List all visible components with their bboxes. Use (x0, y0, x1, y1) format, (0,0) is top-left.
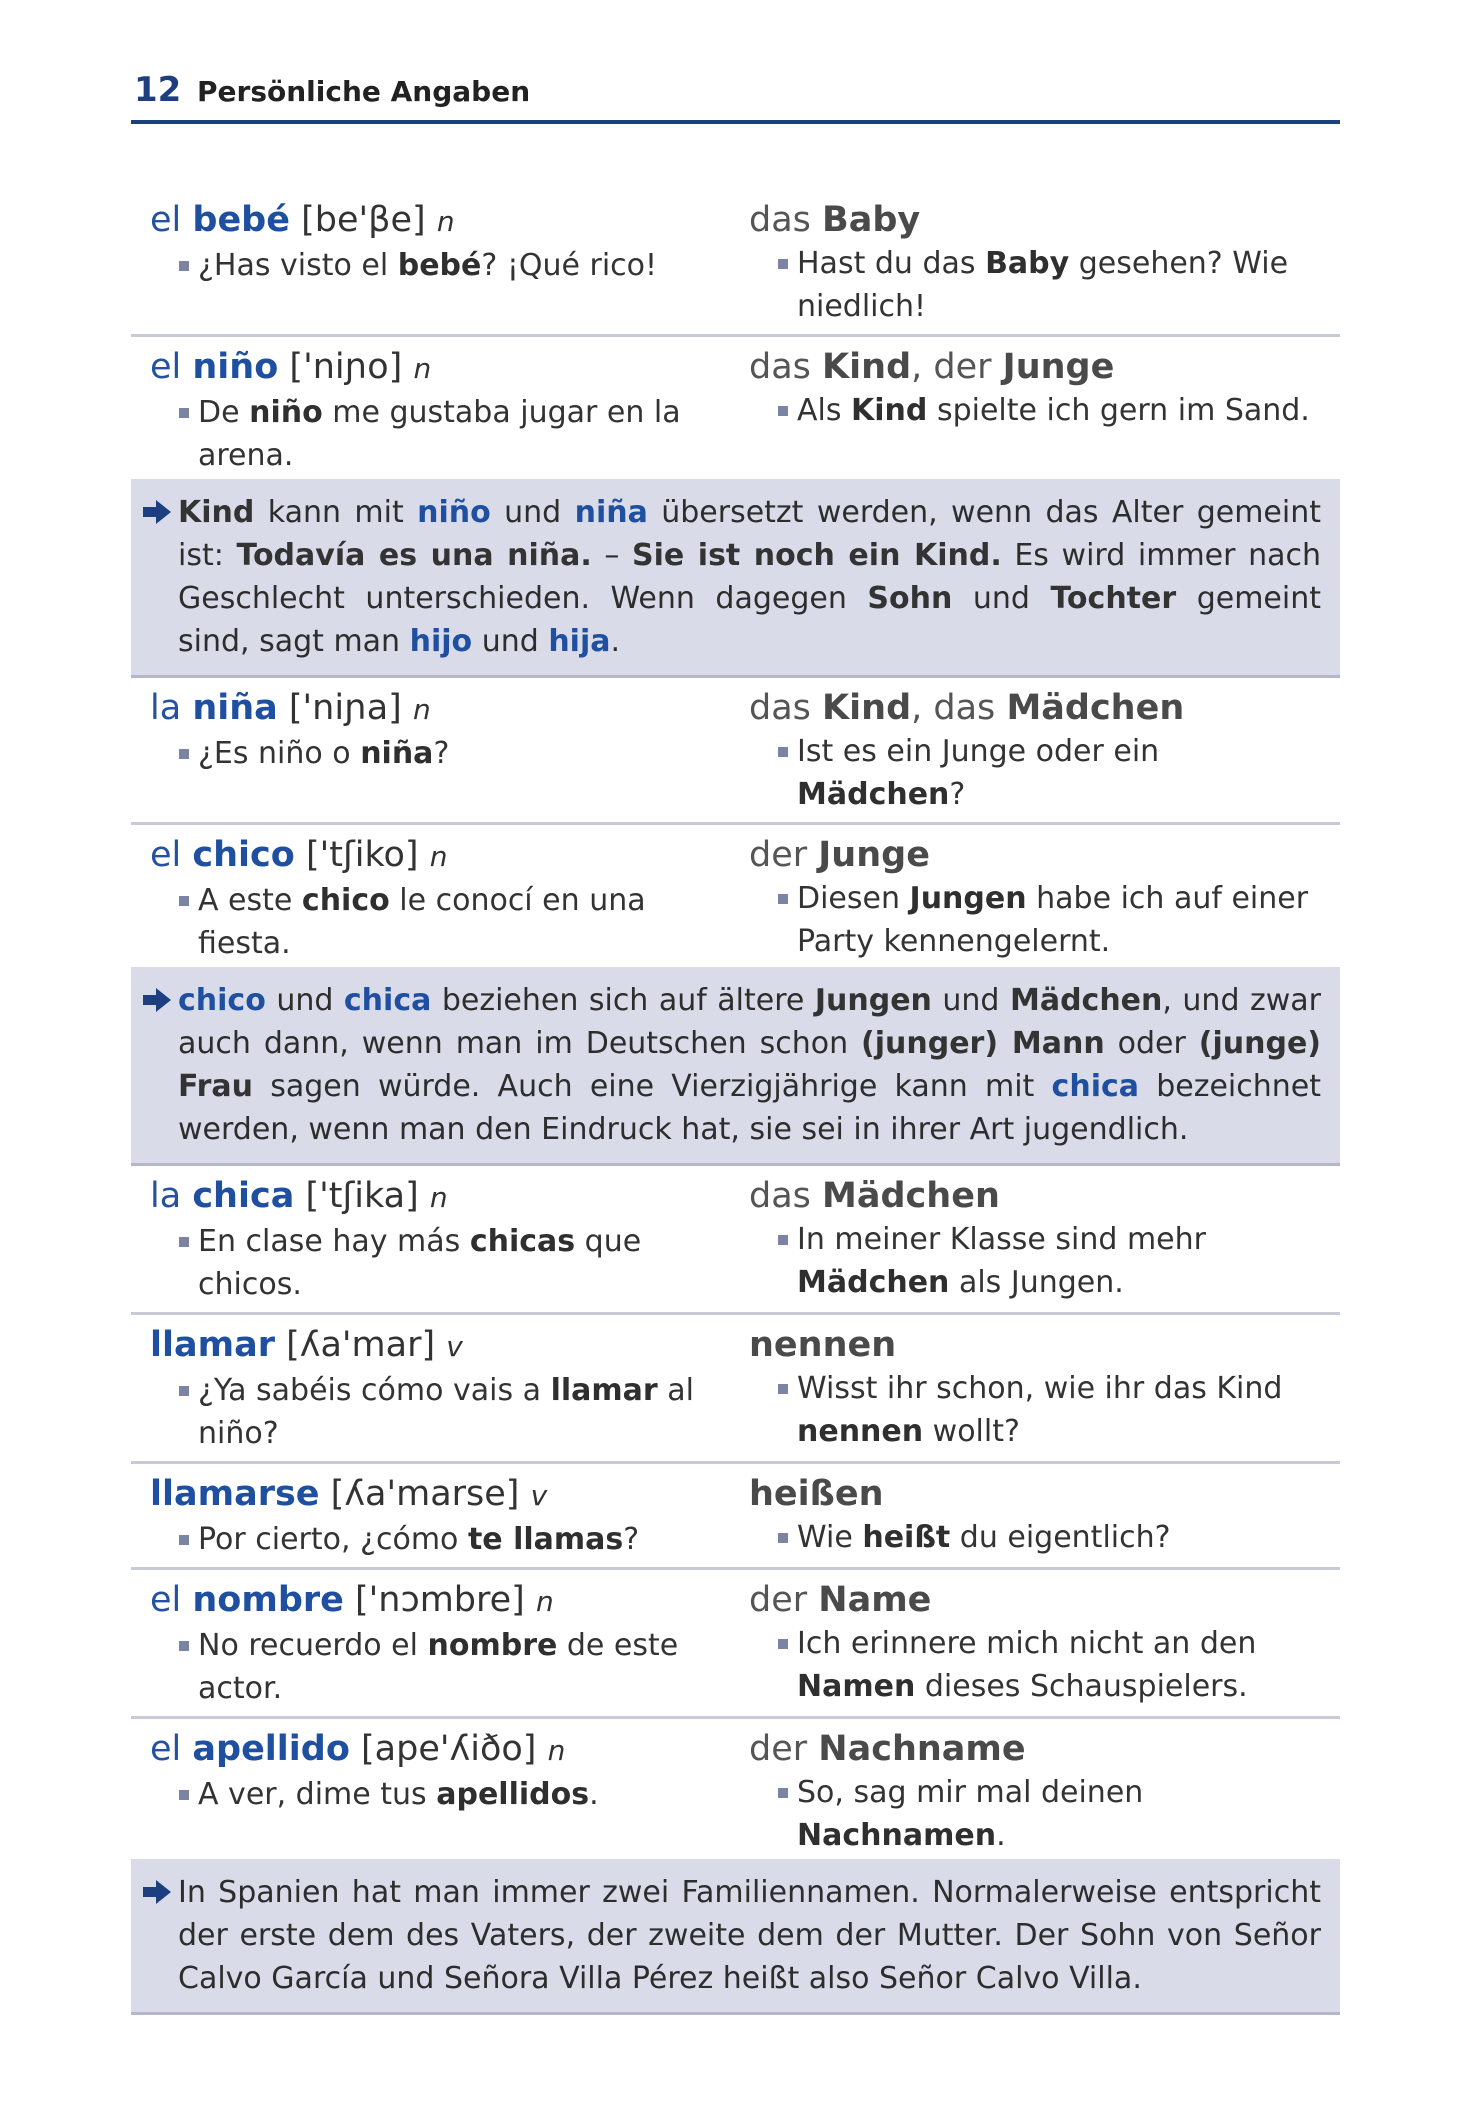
spanish-term: chica (192, 1176, 295, 1216)
german-example (749, 1516, 1340, 1559)
part-of-speech: n (413, 352, 432, 385)
square-bullet-icon (179, 896, 189, 906)
german-headword: das Kind, der Junge (749, 347, 1115, 387)
spanish-example (150, 879, 747, 965)
german-example (749, 1622, 1340, 1708)
german-headword: das Baby (749, 200, 921, 240)
spanish-example (150, 732, 747, 775)
vocab-entry (131, 1464, 1340, 1570)
spanish-column (131, 1472, 747, 1561)
example-text: Ist es ein Junge oder ein Mädchen? (797, 734, 1160, 812)
example-text: De niño me gustaba jugar en la arena. (198, 395, 681, 473)
square-bullet-icon (179, 1641, 189, 1651)
note-text: Kind kann mit niño und niña übersetzt werden, wenn das Alter gemeint ist: Todavía es una niña. – Sie ist noch ein Kind. Es wird immer nach Geschlecht unterschieden. Wenn dagegen Sohn und Tochter gemeint sind, sagt man hijo und hija. (178, 495, 1322, 659)
spanish-column (131, 833, 747, 965)
german-headword: der Junge (749, 835, 930, 875)
article: la (150, 688, 193, 728)
vocab-entry (131, 1570, 1340, 1719)
square-bullet-icon (179, 408, 189, 418)
example-text: Hast du das Baby gesehen? Wie niedlich! (797, 246, 1289, 324)
spanish-example (150, 1220, 747, 1306)
vocab-entry (131, 1166, 1340, 1315)
german-column (747, 345, 1340, 477)
vocab-entry (131, 1719, 1340, 1859)
spanish-example (150, 1518, 747, 1561)
arrow-right-icon (141, 1875, 173, 1903)
spanish-headword (150, 1472, 747, 1518)
arrow-right-icon (141, 983, 173, 1011)
pronunciation: ['niɲa] (288, 688, 402, 728)
square-bullet-icon (179, 1386, 189, 1396)
german-column (747, 1174, 1340, 1306)
note-text: chico und chica beziehen sich auf ältere Jungen und Mädchen, und zwar auch dann, wenn man im Deutschen schon (junger) Mann oder (junge) Frau sagen würde. Auch eine Vierzigjährige kann mit chica bezeichnet werden, wenn man den Eindruck hat, sie sei in ihrer Art jugendlich. (178, 983, 1322, 1147)
spanish-headword (150, 833, 747, 879)
pronunciation: [ʎa'mar] (286, 1325, 436, 1365)
german-column (747, 1472, 1340, 1561)
page-title: Persönliche Angaben (197, 75, 531, 108)
vocab-entry (131, 337, 1340, 479)
square-bullet-icon (778, 259, 788, 269)
spanish-column (131, 686, 747, 816)
spanish-term: niña (192, 688, 278, 728)
german-example (749, 1218, 1340, 1304)
spanish-headword (150, 1727, 747, 1773)
square-bullet-icon (778, 1384, 788, 1394)
spanish-column (131, 345, 747, 477)
example-text: ¿Ya sabéis cómo vais a llamar al niño? (198, 1373, 694, 1451)
pronunciation: ['nɔmbre] (355, 1580, 525, 1620)
spanish-term: chico (192, 835, 295, 875)
german-column (747, 1578, 1340, 1710)
info-note (131, 1859, 1340, 2015)
example-text: Por cierto, ¿cómo te llamas? (198, 1522, 640, 1557)
arrow-right-icon (141, 495, 173, 523)
spanish-example (150, 391, 747, 477)
article: el (150, 347, 193, 387)
spanish-column (131, 1323, 747, 1455)
info-note (131, 967, 1340, 1166)
spanish-column (131, 1578, 747, 1710)
spanish-term: apellido (192, 1729, 350, 1769)
spanish-column (131, 1174, 747, 1306)
pronunciation: ['niɲo] (289, 347, 403, 387)
part-of-speech: n (436, 205, 455, 238)
article: el (150, 1580, 193, 1620)
example-text: Wisst ihr schon, wie ihr das Kind nennen wollt? (797, 1371, 1283, 1449)
part-of-speech: n (429, 840, 448, 873)
spanish-headword (150, 1174, 747, 1220)
square-bullet-icon (179, 1535, 189, 1545)
german-column (747, 833, 1340, 965)
spanish-headword (150, 1323, 747, 1369)
square-bullet-icon (179, 261, 189, 271)
spanish-term: llamar (150, 1325, 275, 1365)
german-example (749, 1771, 1340, 1857)
pronunciation: ['tʃiko] (306, 835, 419, 875)
part-of-speech: v (446, 1330, 463, 1363)
page-number: 12 (134, 70, 182, 110)
german-example (749, 1367, 1340, 1453)
spanish-column (131, 1727, 747, 1857)
german-example (749, 389, 1340, 432)
example-text: In meiner Klasse sind mehr Mädchen als Jungen. (797, 1222, 1206, 1300)
square-bullet-icon (179, 1237, 189, 1247)
spanish-example (150, 1369, 747, 1455)
spanish-term: llamarse (150, 1474, 320, 1514)
example-text: A este chico le conocí en una fiesta. (198, 883, 646, 961)
square-bullet-icon (778, 1639, 788, 1649)
example-text: Ich erinnere mich nicht an den Namen dieses Schauspielers. (797, 1626, 1257, 1704)
example-text: A ver, dime tus apellidos. (198, 1777, 599, 1812)
example-text: Diesen Jungen habe ich auf einer Party kennengelernt. (797, 881, 1309, 959)
example-text: ¿Has visto el bebé? ¡Qué rico! (198, 248, 658, 283)
pronunciation: [be'βe] (301, 200, 426, 240)
german-headword: das Mädchen (749, 1176, 1000, 1216)
german-example (749, 242, 1340, 328)
page-header (131, 62, 1340, 124)
square-bullet-icon (778, 1788, 788, 1798)
spanish-column (131, 198, 747, 328)
note-text: In Spanien hat man immer zwei Familiennamen. Normalerweise entspricht der erste dem des Vaters, der zweite dem der Mutter. Der Sohn von Señor Calvo García und Señora Villa Pérez heißt also Señor Calvo Villa. (178, 1875, 1321, 1996)
example-text: En clase hay más chicas que chicos. (198, 1224, 642, 1302)
german-example (749, 730, 1340, 816)
vocab-entry (131, 678, 1340, 825)
square-bullet-icon (778, 894, 788, 904)
pronunciation: [ʎa'marse] (330, 1474, 520, 1514)
german-column (747, 1727, 1340, 1857)
example-text: Wie heißt du eigentlich? (797, 1520, 1171, 1555)
german-headword: das Kind, das Mädchen (749, 688, 1185, 728)
square-bullet-icon (778, 747, 788, 757)
article: el (150, 1729, 193, 1769)
german-column (747, 198, 1340, 328)
part-of-speech: n (412, 693, 431, 726)
part-of-speech: n (535, 1585, 554, 1618)
spanish-term: nombre (192, 1580, 344, 1620)
german-headword: der Name (749, 1580, 932, 1620)
article: el (150, 200, 193, 240)
square-bullet-icon (179, 1790, 189, 1800)
example-text: So, sag mir mal deinen Nachnamen. (797, 1775, 1144, 1853)
square-bullet-icon (778, 1533, 788, 1543)
vocabulary-list (131, 190, 1340, 2015)
german-headword: nennen (749, 1325, 897, 1365)
spanish-example (150, 1773, 747, 1816)
german-headword: der Nachname (749, 1729, 1026, 1769)
spanish-term: niño (192, 347, 279, 387)
spanish-example (150, 244, 747, 287)
spanish-example (150, 1624, 747, 1710)
vocab-entry (131, 190, 1340, 337)
spanish-headword (150, 1578, 747, 1624)
square-bullet-icon (778, 1235, 788, 1245)
example-text: ¿Es niño o niña? (198, 736, 450, 771)
vocab-entry (131, 825, 1340, 967)
example-text: No recuerdo el nombre de este actor. (198, 1628, 679, 1706)
spanish-headword (150, 198, 747, 244)
spanish-headword (150, 686, 747, 732)
german-column (747, 686, 1340, 816)
spanish-headword (150, 345, 747, 391)
part-of-speech: n (547, 1734, 566, 1767)
info-note (131, 479, 1340, 678)
example-text: Als Kind spielte ich gern im Sand. (797, 393, 1310, 428)
part-of-speech: v (530, 1479, 548, 1512)
article: el (150, 835, 193, 875)
german-example (749, 877, 1340, 963)
pronunciation: ['tʃika] (305, 1176, 419, 1216)
spanish-term: bebé (192, 200, 290, 240)
vocab-entry (131, 1315, 1340, 1464)
german-column (747, 1323, 1340, 1455)
part-of-speech: n (429, 1181, 448, 1214)
square-bullet-icon (179, 749, 189, 759)
article: la (150, 1176, 193, 1216)
pronunciation: [ape'ʎiðo] (361, 1729, 537, 1769)
square-bullet-icon (778, 406, 788, 416)
german-headword: heißen (749, 1474, 884, 1514)
